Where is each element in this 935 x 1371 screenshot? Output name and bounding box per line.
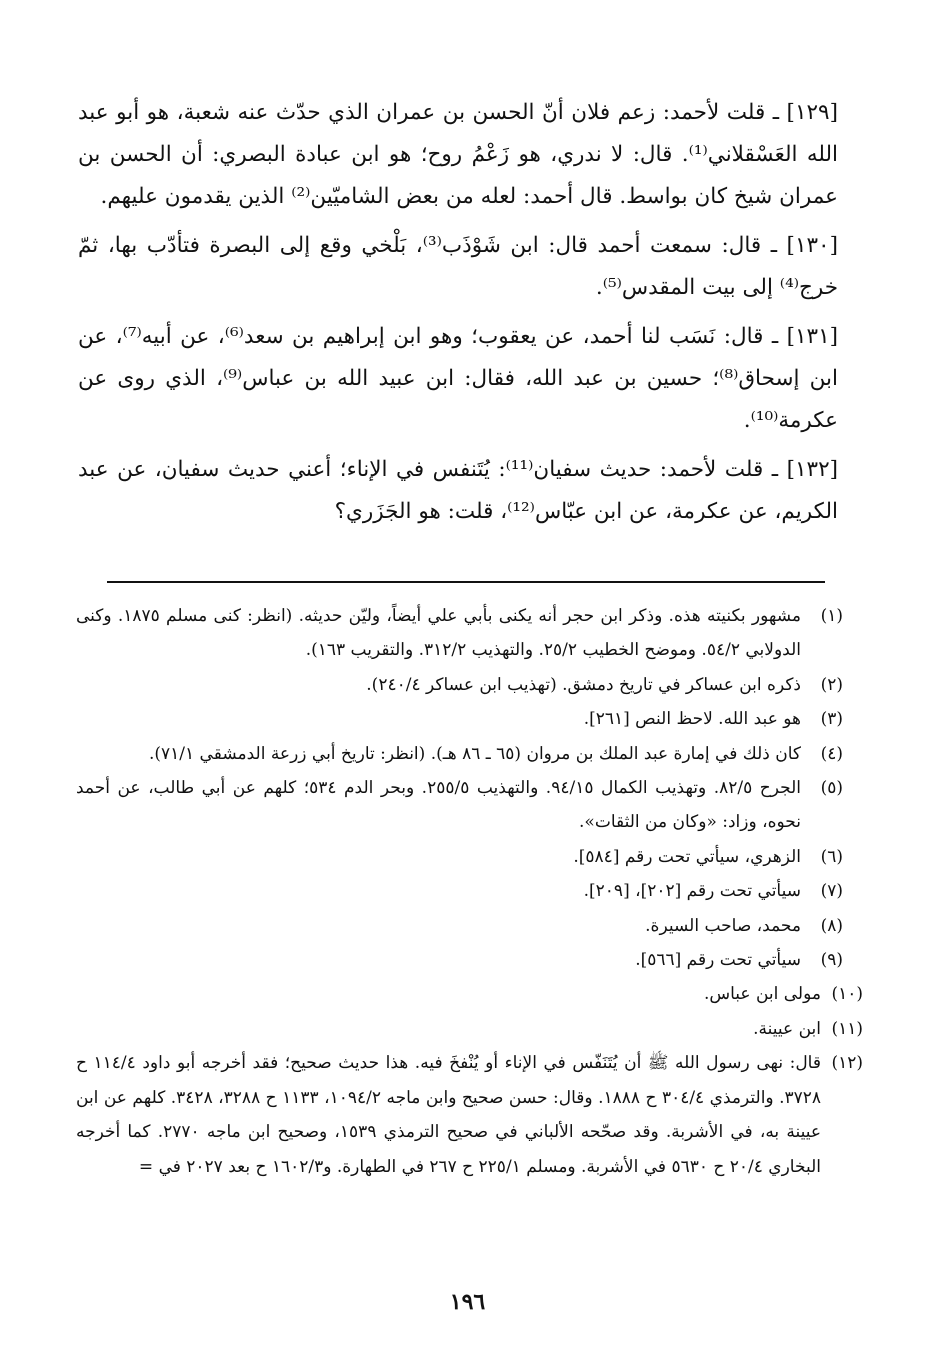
footnote-7 <box>76 874 843 908</box>
footnote-text: محمد، صاحب السيرة. <box>645 915 801 936</box>
footnote-number: (١١) <box>831 1018 863 1039</box>
footnote-text: سيأتي تحت رقم [٢٠٢]، [٢٠٩]. <box>583 881 801 902</box>
footnote-5 <box>76 771 843 840</box>
footnote-number: (٦) <box>820 846 843 867</box>
paragraph-132: [١٣٢] ـ قلت لأحمد: حديث سفيان⁽¹¹⁾: يُتَنفس في الإناء؛ أعني حديث سفيان، عن عبد الكريم، عن عكرمة، عن ابن عبّاس⁽¹²⁾، قلت: هو الجَزَري؟ <box>78 457 839 524</box>
footnote-text: هو عبد الله. لاحظ النص [٢٦١]. <box>583 709 801 730</box>
footnote-number: (٣) <box>820 709 843 730</box>
paragraph-130: [١٣٠] ـ قال: سمعت أحمد قال: ابن شَوْذَب⁽³⁾، بَلْخي وقع إلى البصرة فتأدّب بها، ثمّ خرج⁽⁴⁾ إلى بيت المقدس⁽⁵⁾. <box>78 233 838 300</box>
footnote-10 <box>76 977 863 1011</box>
footnote-text: قال: نهى رسول الله ﷺ أن يُتَنَفّس في الإناء أو يُنْفخَ فيه. هذا حديث صحيح؛ فقد أخرجه أبو داود ١١٤/٤ ح ٣٧٢٨. والترمذي ٣٠٤/٤ ح ١٨٨٨. وقال: حسن صحيح وابن ماجه ١٠٩٤/٢، ١١٣٣ ح ٣٢٨٨، ٣٤٢٨. كلهم عن ابن عيينة به، في الأشربة. وقد صحّحه الألباني في صحيح الترمذي ١٥٣٩، وصحيح ابن ماجه ٢٧٧٠. كما أخرجه البخاري ٢٠/٤ ح ٥٦٣٠ في الأشربة. ومسلم ٢٢٥/١ ح ٢٦٧ في الطهارة. و١٦٠٢/٣ ح بعد ٢٠٢٧ في = <box>76 1053 822 1177</box>
footnote-11 <box>76 1012 863 1046</box>
footnote-text: الجرح ٨٢/٥. وتهذيب الكمال ٩٤/١٥. والتهذيب ٢٥٥/٥. وبحر الدم ٥٣٤؛ كلهم عن أبي طالب، عن أحمد نحوه، وزاد: «وكان من الثقات». <box>76 778 802 833</box>
paragraph-131: [١٣١] ـ قال: نَسَب لنا أحمد، عن يعقوب؛ وهو ابن إبراهيم بن سعد⁽⁶⁾، عن أبيه⁽⁷⁾، عن ابن إسحاق⁽⁸⁾؛ حسين بن عبد الله، فقال: ابن عبيد الله بن عباس⁽⁹⁾، الذي روى عن عكرمة⁽¹⁰⁾. <box>78 324 839 433</box>
footnote-6 <box>76 840 843 874</box>
footnote-text: مشهور بكنيته هذه. وذكر ابن حجر أنه يكنى بأبي علي أيضاً، وليّن حديثه. (انظر: كنى مسلم ١٨٧٥. وكنى الدولابي ٥٤/٢. وموضح الخطيب ٢٥/٢. والتهذيب ٣١٢/٢. والتقريب ١٦٣). <box>76 606 801 661</box>
footnote-text: ابن عيينة. <box>753 1018 821 1039</box>
footnote-4 <box>76 737 843 771</box>
footnote-number: (١٢) <box>831 1053 863 1074</box>
footnote-text: كان ذلك في إمارة عبد الملك بن مروان (٦٥ ـ ٨٦ هـ). (انظر: تاريخ أبي زرعة الدمشقي ٧١/١). <box>148 743 801 764</box>
footnote-2 <box>76 668 843 702</box>
footnote-1 <box>76 599 843 668</box>
footnote-number: (٨) <box>820 915 843 936</box>
footnote-9 <box>76 943 843 977</box>
page-number: ١٩٦ <box>449 1289 486 1315</box>
footnotes <box>76 599 863 1184</box>
main-text <box>78 92 838 540</box>
footnote-number: (١٠) <box>831 984 863 1005</box>
footnote-number: (٤) <box>820 743 843 764</box>
footnote-number: (٢) <box>820 674 843 695</box>
footnote-text: ذكره ابن عساكر في تاريخ دمشق. (تهذيب ابن عساكر ٢٤٠/٤). <box>366 674 801 695</box>
footnote-text: مولى ابن عباس. <box>703 984 821 1005</box>
footnote-number: (٧) <box>820 881 843 902</box>
footnote-number: (٥) <box>820 778 843 799</box>
footnote-number: (١) <box>820 606 843 626</box>
footnote-12 <box>76 1046 863 1184</box>
footnote-separator <box>107 581 825 583</box>
paragraph-129: [١٢٩] ـ قلت لأحمد: زعم فلان أنّ الحسن بن عمران الذي حدّث عنه شعبة، هو أبو عبد الله العَسْقلاني⁽¹⁾. قال: لا ندري، هو زَعْمُ روح؛ هو ابن عبادة البصري: أن الحسن بن عمران شيخ كان بواسط. قال أحمد: لعله من بعض الشاميّين⁽²⁾ الذين يقدمون عليهم. <box>78 100 839 209</box>
footnote-8 <box>76 909 843 943</box>
footnote-3 <box>76 702 843 736</box>
footnote-number: (٩) <box>820 950 843 971</box>
footnote-text: سيأتي تحت رقم [٥٦٦]. <box>635 950 801 971</box>
footnote-text: الزهري، سيأتي تحت رقم [٥٨٤]. <box>573 846 801 867</box>
